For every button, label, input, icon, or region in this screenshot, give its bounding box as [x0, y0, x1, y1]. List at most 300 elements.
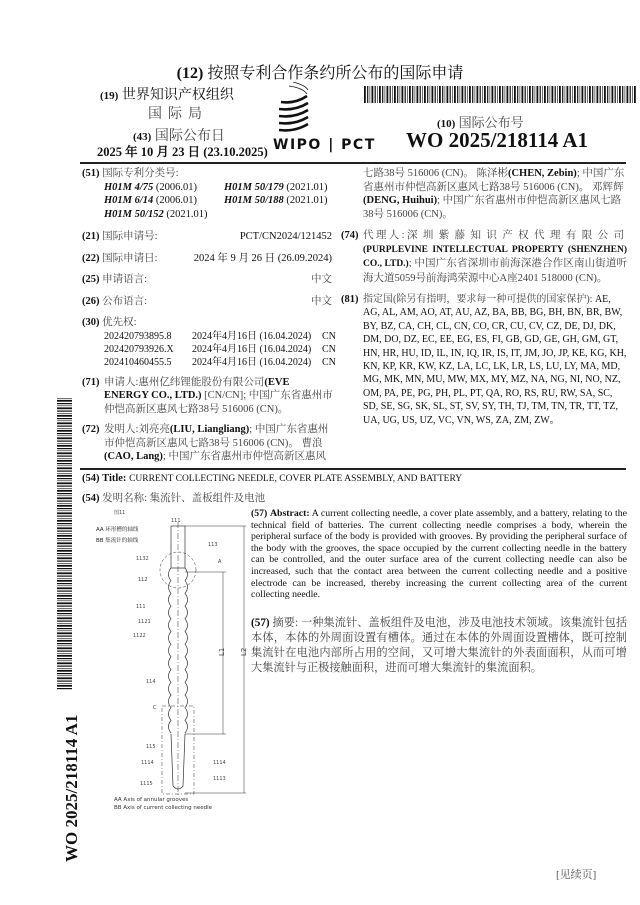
title-cn-number: (54) [82, 493, 100, 504]
barcode-bar [547, 86, 548, 103]
title-number: (12) [176, 65, 204, 82]
barcode-bar [57, 595, 72, 597]
inventors-text [104, 423, 334, 464]
barcode-bar [407, 86, 408, 103]
barcode-bar [627, 86, 629, 103]
barcode-bar [377, 86, 378, 103]
abstract-en-text: A current collecting needle, a cover plate assembly, and a battery, relating to the technical field of batteries. The current collecting needle comprises a body, wherein the peripheral surface of the body is provided with grooves. By providing the peripheral surface of the body with the grooves, the space occupied by the current collecting needle in the battery can be controlled, and the outer surface area of the current collecting needle can also be increased, such that the contact area between the current collecting needle and a positive electrode can be increased, thereby increasing the current collecting area of the current collecting needle. [251, 508, 627, 601]
barcode-bar [57, 561, 72, 562]
barcode-bar [424, 86, 426, 103]
barcode-bar [532, 86, 533, 103]
ipc-codes [82, 181, 356, 222]
priority-list [82, 330, 356, 369]
barcode-bar [57, 636, 72, 637]
barcode-bar [574, 86, 576, 103]
barcode-bar [57, 458, 72, 459]
abstract-en-label: Abstract: [269, 508, 310, 519]
priority-app-no: 202420793926.X [104, 343, 174, 355]
title-en-value: CURRENT COLLECTING NEEDLE, COVER PLATE ASSEMBLY, AND BATTERY [129, 474, 463, 484]
barcode-bar [57, 481, 72, 482]
ipc-section [82, 167, 356, 221]
barcode-bar [57, 403, 72, 404]
designated-label: 指定国(除另有指明，要求每一种可提供的国家保护): [363, 294, 593, 305]
application-number: PCT/CN2024/121452 [239, 231, 332, 242]
pubno-label-text: 国际公布号 [458, 115, 524, 130]
barcode-bar [57, 688, 72, 689]
barcode-bar [57, 478, 72, 479]
applicant-address: [CN/CN]; 中国广东省惠州市仲恺高新区惠风七路38号 516006 (CN)。 [104, 390, 333, 415]
barcode-bar [595, 86, 596, 103]
barcode-bar [57, 628, 72, 629]
title-en-number: (54) [82, 473, 100, 484]
barcode-bar [499, 86, 501, 103]
barcode-bar [57, 445, 72, 447]
priority-app-no: 202410460455.5 [104, 356, 172, 368]
barcode-bar [540, 86, 541, 103]
barcode-bar [432, 86, 434, 103]
part-label: 1121 [138, 619, 151, 625]
barcode-bar [525, 86, 526, 103]
agent-number: (74) [341, 230, 359, 241]
barcode-bar [57, 601, 72, 602]
barcode-bar [57, 430, 72, 432]
part-label: 1114 [213, 760, 226, 766]
appdate-number: (22) [82, 252, 100, 264]
part-label: 114 [146, 679, 156, 685]
barcode-bar [57, 670, 72, 672]
barcode-bar [415, 86, 416, 103]
barcode-bar [585, 86, 586, 103]
barcode-bar [57, 587, 72, 589]
caption-aa: AA Axis of annular grooves [114, 797, 189, 803]
pubno-number: (10) [437, 118, 456, 130]
barcode-bar [562, 86, 563, 103]
ipc-code-version: (2006.01) [155, 181, 198, 193]
barcode-bar [57, 497, 72, 499]
representative-drawing [96, 506, 254, 812]
barcode-bar [57, 583, 72, 584]
barcode-bar [514, 86, 516, 103]
barcode-bar [634, 86, 636, 103]
pub-lang-label: 公布语言: [102, 295, 148, 307]
barcode-bar [507, 86, 509, 103]
barcode-bar [57, 673, 72, 674]
dimension-label: L2 [240, 647, 248, 656]
agent-section [341, 229, 627, 285]
title-divider [80, 468, 626, 470]
barcode-bar [529, 86, 531, 103]
ipc-code-version: (2006.01) [155, 195, 198, 206]
barcode-bar [390, 86, 391, 103]
caption-bb: BB Axis of current collecting needle [114, 805, 213, 811]
priority-item [104, 343, 356, 356]
barcode-bar [57, 542, 72, 544]
barcode-bar [57, 576, 72, 577]
barcode-bar [57, 602, 72, 604]
barcode-bar [57, 681, 72, 682]
barcode-bar [57, 456, 72, 457]
barcode-bar [57, 520, 72, 522]
barcode-bar [475, 86, 476, 103]
barcode-bar [57, 407, 72, 409]
barcode-bar [57, 556, 72, 557]
barcode-bar [57, 436, 72, 437]
barcode-bar [387, 86, 389, 103]
abstract-cn-text: 一种集流针、盖板组件及电池，涉及电池技术领域。该集流针包括本体，本体的外周面设置有槽体。通过在本体的外周面设置槽体，既可控制集流针在电池内部所占用的空间，又可增大集流针的外表面面积，从而可增大集流针与正极接触面积，进而可增大集流针的集流面积。 [251, 617, 628, 674]
barcode-bar [57, 666, 72, 667]
barcode-bar [484, 86, 486, 103]
document-title [0, 60, 640, 83]
abstract-chinese [251, 616, 627, 676]
barcode-bar [409, 86, 411, 103]
ipc-code-version: (2021.01) [166, 208, 208, 220]
barcode-bar [552, 86, 554, 103]
barcode-bar [57, 638, 72, 639]
agent-name-cn: 深圳紫藤知识产权代理有限公司 [404, 230, 627, 241]
barcode-bar [417, 86, 419, 103]
inventor-address: 七路38号 516006 (CN)。 陈泽彬 [363, 168, 508, 179]
barcode-bar [57, 486, 72, 487]
barcode-bar [57, 441, 72, 442]
part-label: 113 [208, 542, 218, 548]
barcode-bar [454, 86, 456, 103]
part-label: 115 [146, 744, 156, 750]
barcode-bar [622, 86, 623, 103]
barcode-bar [57, 655, 72, 657]
priority-app-no: 202420793895.8 [104, 330, 172, 342]
barcode-bar [477, 86, 479, 103]
barcode-bar [577, 86, 578, 103]
figure-label: 图11 [114, 510, 126, 516]
title-text: 按照专利合作条约所公布的国际申请 [207, 65, 464, 82]
barcode-bar [57, 406, 72, 407]
barcode-bar [57, 557, 72, 559]
agent-text [363, 229, 627, 285]
barcode-bar [617, 86, 618, 103]
barcode-bar [422, 86, 423, 103]
designated-states-section [341, 293, 627, 427]
priority-item [104, 330, 356, 343]
barcode-bar [367, 86, 368, 103]
barcode-bar [57, 535, 72, 537]
barcode-bar [57, 496, 72, 497]
barcode-bar [535, 86, 536, 103]
barcode-bar [555, 86, 556, 103]
barcode-bar [57, 610, 72, 612]
barcode-bar [490, 86, 491, 103]
barcode-bar [57, 398, 72, 399]
barcode-bar [57, 421, 72, 422]
inventor-name-en: (CHEN, Zebin) [507, 168, 577, 179]
header-divider [80, 162, 626, 164]
barcode-bar [57, 623, 72, 624]
barcode-bar [375, 86, 376, 103]
barcode-bar [57, 661, 72, 662]
barcode-bar [462, 86, 464, 103]
ipc-code-value: H01M 6/14 [104, 195, 154, 206]
barcode-bar [57, 422, 72, 424]
barcode-bar [57, 658, 72, 659]
priority-label: 优先权: [102, 317, 137, 328]
legend-bb: BB 集流针的轴线 [96, 538, 139, 544]
barcode-bar [612, 86, 614, 103]
barcode-bar [587, 86, 588, 103]
barcode-bar [57, 437, 72, 439]
barcode-bar [57, 568, 72, 569]
barcode-bar [57, 550, 72, 552]
barcode-bar [465, 86, 466, 103]
barcode-bar [57, 677, 72, 679]
barcode-bar [57, 563, 72, 564]
pub-lang-number: (26) [82, 295, 100, 307]
barcode-bar [405, 86, 406, 103]
org-text: 世界知识产权组织 [121, 88, 234, 103]
barcode-bar [57, 488, 72, 489]
barcode-bar [447, 86, 449, 103]
barcode-bar [57, 463, 72, 464]
applicant-text [104, 376, 334, 417]
side-publication-number: WO 2025/218114 A1 [62, 714, 81, 862]
part-label: 1114 [141, 760, 154, 766]
barcode-bar [467, 86, 468, 103]
applicant-label: 申请人: [104, 376, 139, 388]
inventor-name-en: (LIU, Liangliang) [169, 424, 250, 435]
priority-country: CN [322, 343, 336, 355]
org-number: (19) [100, 90, 119, 102]
barcode-bar [430, 86, 431, 103]
barcode-bar [57, 518, 72, 519]
barcode-bar [57, 473, 72, 474]
title-cn-value: 集流针、盖板组件及电池 [149, 493, 266, 504]
filing-language-row [82, 273, 332, 287]
barcode-bar [572, 86, 573, 103]
priority-number: (30) [82, 317, 100, 328]
barcode-bar [57, 591, 72, 592]
barcode-bar [495, 86, 496, 103]
barcode-bar [492, 86, 494, 103]
title-cn-label: 发明名称: [102, 493, 148, 504]
barcode-bar [57, 606, 72, 607]
barcode-bar [57, 640, 72, 642]
barcode-bar [460, 86, 461, 103]
abstract-cn-label: 摘要: [272, 617, 299, 629]
barcode-bar [57, 443, 72, 444]
barcode-bar [632, 86, 633, 103]
barcode-bar [57, 413, 72, 414]
barcode-bar [372, 86, 374, 103]
part-label: A [218, 559, 222, 565]
barcode-bar [610, 86, 611, 103]
title-en-label: Title: [102, 473, 127, 484]
ipc-code-version: (2021.01) [286, 195, 328, 206]
ipc-code [104, 208, 224, 222]
barcode-bar [589, 86, 591, 103]
agent-address: ; 中国广东省深圳市前海深港合作区南山街道听海大道5059号前海鸿荣源中心A座2401 518000 (CN)。 [363, 258, 627, 284]
barcode-bar [57, 668, 72, 669]
ipc-label: 国际专利分类号: [102, 168, 179, 179]
barcode-bar [57, 646, 72, 647]
barcode-bar [364, 86, 366, 103]
appno-label: 国际申请号: [102, 231, 158, 242]
barcode-bar [57, 608, 72, 609]
barcode-bar [427, 86, 428, 103]
priority-section [82, 316, 356, 369]
inventor-address: ; 中国广东省惠州市仲恺高新区惠风七路38号 516006 (CN)。 曹浪 [104, 424, 329, 449]
barcode-bar [57, 415, 72, 417]
bibliographic-right-column [341, 167, 627, 427]
barcode-bar [57, 490, 72, 492]
barcode-bar [57, 505, 72, 507]
barcode-bar [57, 676, 72, 677]
barcode-bar [370, 86, 371, 103]
barcode-bar [600, 86, 601, 103]
barcode-bar [57, 482, 72, 484]
barcode-bar [439, 86, 441, 103]
barcode-bar [57, 685, 72, 687]
barcode-bar [625, 86, 626, 103]
ipc-code [224, 181, 356, 195]
barcode-bar [57, 428, 72, 429]
wipo-logo-icon [275, 82, 311, 136]
priority-date: 2024年4月16日 (16.04.2024) [192, 356, 312, 368]
barcode-bar [57, 475, 72, 477]
barcode-bar [57, 621, 72, 622]
designated-text [363, 293, 627, 427]
barcode-bar [402, 86, 404, 103]
barcode-bar [537, 86, 539, 103]
barcode-bar [392, 86, 393, 103]
filing-lang-label: 申请语言: [102, 274, 148, 285]
appno-number: (21) [82, 231, 100, 242]
inventors-number: (72) [82, 424, 100, 435]
barcode-bar [522, 86, 524, 103]
barcode-bar [592, 86, 593, 103]
barcode-bar [400, 86, 401, 103]
barcode-bar [57, 512, 72, 514]
barcode-bar [57, 632, 72, 634]
barcode-bar [482, 86, 483, 103]
application-number-row [82, 230, 332, 244]
barcode-bar [512, 86, 513, 103]
barcode-bar [570, 86, 571, 103]
barcode-bar [442, 86, 443, 103]
ipc-code-value: H01M 50/179 [224, 181, 284, 193]
barcode-bar [57, 580, 72, 582]
barcode-bar [480, 86, 481, 103]
barcode-bar [457, 86, 458, 103]
part-label: 1115 [140, 781, 153, 787]
barcode-bar [435, 86, 436, 103]
publication-language-row [82, 295, 332, 309]
barcode-bar [57, 541, 72, 542]
barcode-bar [57, 460, 72, 462]
barcode-bar [57, 501, 72, 502]
barcode-bar [582, 86, 584, 103]
barcode-bar [437, 86, 438, 103]
pubdate-number: (43) [133, 131, 152, 143]
filing-language: 中文 [311, 274, 332, 285]
barcode-bar [57, 578, 72, 579]
barcode-bar [542, 86, 543, 103]
ipc-code-version: (2021.01) [286, 181, 328, 193]
barcode-bar [57, 531, 72, 532]
barcode-bar [57, 651, 72, 652]
barcode-bar [520, 86, 521, 103]
barcode-bar [57, 586, 72, 587]
barcode-bar [597, 86, 599, 103]
figure-caption [114, 796, 212, 812]
ipc-code-value: H01M 50/188 [224, 195, 284, 206]
barcode-bar [57, 448, 72, 449]
inventor-address: ; 中国广东省惠州市仲恺高新区惠风七路38号 516006 (CN)。 [363, 195, 622, 220]
dimension-label: L1 [218, 647, 226, 656]
barcode-bar [57, 571, 72, 572]
publication-date: 2025 年 10 月 23 日 (23.10.2025) [97, 145, 268, 159]
barcode-bar [57, 593, 72, 594]
inventor-address: ; 中国广东省惠州市仲恺高新区惠风 [162, 451, 326, 462]
barcode-bar [57, 533, 72, 534]
barcode-bar [57, 683, 72, 684]
barcode-bar [615, 86, 616, 103]
title-chinese [82, 490, 265, 505]
barcode-bar [57, 631, 72, 632]
barcode-bar [604, 86, 606, 103]
barcode-bar [57, 511, 72, 512]
application-date-row [82, 252, 332, 266]
barcode-bar [469, 86, 471, 103]
applicant-name-cn: 惠州亿纬锂能股份有限公司 [138, 376, 265, 388]
barcode-bar [57, 553, 72, 554]
priority-item [104, 356, 356, 369]
barcode-bar [510, 86, 511, 103]
priority-country: CN [322, 356, 336, 368]
inventor-name-cn: 刘亮亮 [138, 424, 170, 435]
barcode-bar [57, 616, 72, 617]
abstract-en-number: (57) [251, 508, 268, 519]
continued-notice: [见续页] [556, 869, 597, 881]
barcode-bar [57, 662, 72, 664]
barcode-bar [57, 400, 72, 402]
ipc-code-value: H01M 50/152 [104, 208, 164, 220]
priority-country: CN [322, 330, 336, 342]
barcode-bar [57, 433, 72, 434]
barcode-bar [550, 86, 551, 103]
barcode-bar [420, 86, 421, 103]
barcode-bar [497, 86, 498, 103]
organization-name [100, 84, 234, 104]
inventors-section [82, 423, 334, 464]
part-label: 1113 [213, 776, 226, 782]
barcode-bar [57, 418, 72, 419]
barcode-bar [57, 572, 72, 574]
publication-number: WO 2025/218114 A1 [406, 128, 589, 152]
side-barcode-icon [57, 398, 72, 690]
barcode-bar [397, 86, 398, 103]
appdate-label: 国际申请日: [102, 252, 158, 264]
designated-number: (81) [341, 294, 359, 305]
ipc-number: (51) [82, 168, 100, 179]
ipc-code [104, 181, 224, 195]
applicant-name-en: (EVE ENERGY CO., LTD.) [104, 376, 290, 401]
barcode-bar [57, 527, 72, 529]
barcode-bar [57, 617, 72, 619]
barcode-bar [630, 86, 631, 103]
pubdate-label-text: 国际公布日 [154, 129, 225, 144]
barcode-bar [382, 86, 383, 103]
barcode-bar [57, 538, 72, 539]
barcode-bar [472, 86, 473, 103]
barcode-bar [57, 467, 72, 469]
